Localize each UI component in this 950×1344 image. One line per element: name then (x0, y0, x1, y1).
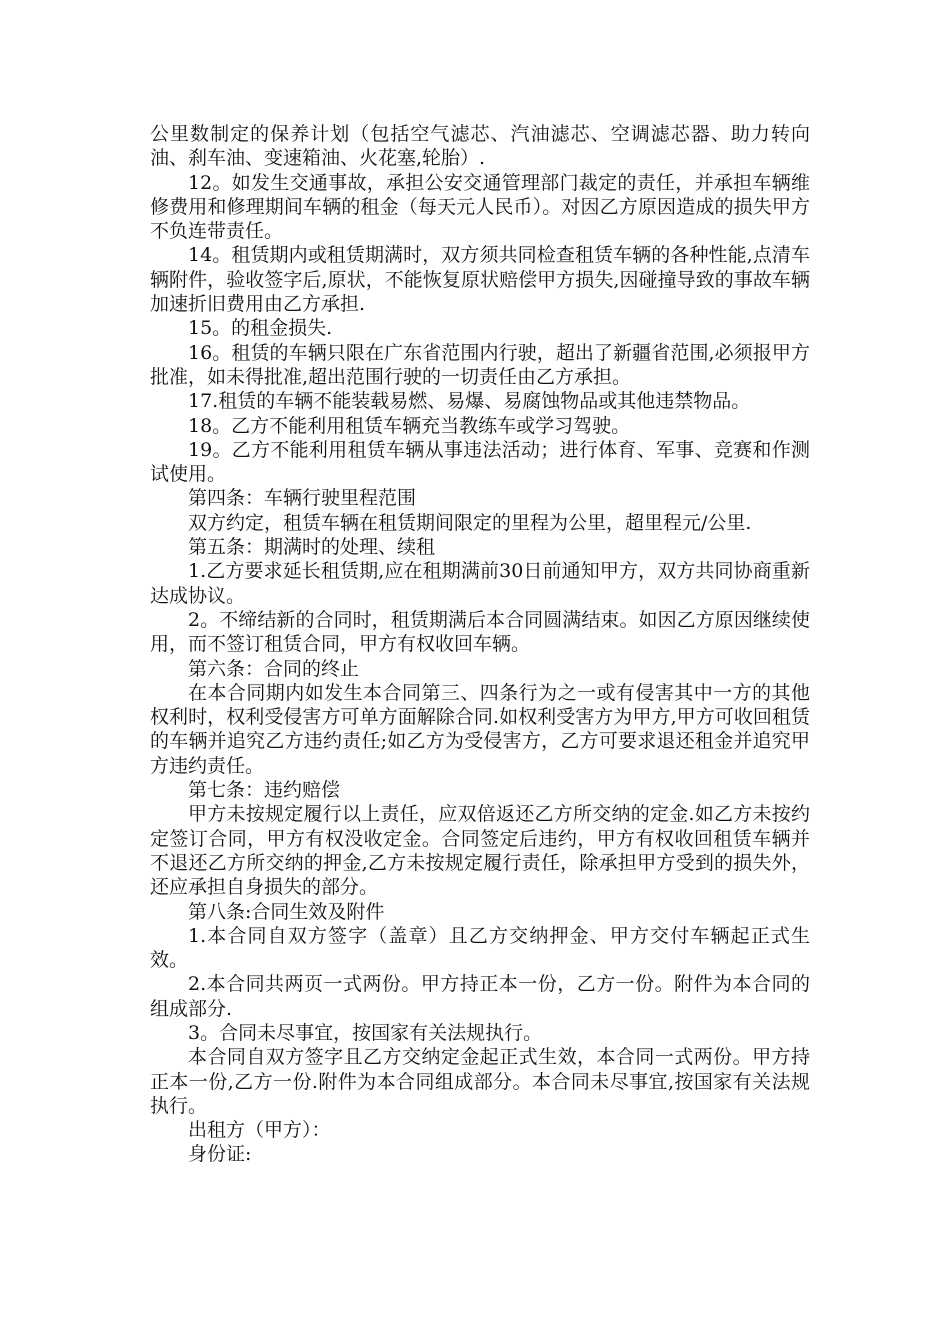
paragraph-clause-15: 15。的租金损失. (188, 317, 333, 340)
paragraph-maintenance-plan: 公里数制定的保养计划（包括空气滤芯、汽油滤芯、空调滤芯器、助力转向油、刹车油、变速箱油、火花塞,轮胎）. (150, 123, 810, 170)
paragraph-clause-14: 14。租赁期内或租赁期满时，双方须共同检查租赁车辆的各种性能,点清车辆附件，验收签字后,原状，不能恢复原状赔偿甲方损失,因碰撞导致的事故车辆加速折旧费用由乙方承担. (150, 244, 810, 316)
paragraph-clause-19: 19。乙方不能利用租赁车辆从事违法活动；进行体育、军事、竞赛和作测试使用。 (150, 438, 810, 486)
paragraph-article-5-item-2: 2。不缔结新的合同时，租赁期满后本合同圆满结束。如因乙方原因继续使用，而不签订租赁合同，甲方有权收回车辆。 (150, 608, 810, 656)
document-page (150, 122, 810, 1167)
paragraph-clause-16: 16。租赁的车辆只限在广东省范围内行驶，超出了新疆省范围,必须报甲方批准，如未得批准,超出范围行驶的一切责任由乙方承担。 (150, 341, 810, 388)
paragraph-effectiveness: 本合同自双方签字且乙方交纳定金起正式生效，本合同一式两份。甲方持正本一份,乙方一份.附件为本合同组成部分。本合同未尽事宜,按国家有关法规执行。 (150, 1046, 810, 1117)
heading-article-7: 第七条：违约赔偿 (188, 779, 341, 802)
paragraph-article-6-body: 在本合同期内如发生本合同第三、四条行为之一或有侵害其中一方的其他权利时，权利受侵害方可单方面解除合同.如权利受害方为甲方,甲方可收回租赁的车辆并追究乙方违约责任;如乙方为受侵害方，乙方可要求退还租金并追究甲方违约责任。 (150, 681, 810, 777)
paragraph-clause-18: 18。乙方不能利用租赁车辆充当教练车或学习驾驶。 (188, 414, 631, 437)
id-card-label: 身份证: (188, 1143, 252, 1166)
paragraph-article-8-item-2: 2.本合同共两页一式两份。甲方持正本一份，乙方一份。附件为本合同的组成部分. (150, 973, 810, 1020)
heading-article-8: 第八条:合同生效及附件 (188, 900, 385, 923)
lessor-label: 出租方（甲方）： (188, 1119, 331, 1142)
heading-article-6: 第六条：合同的终止 (188, 657, 360, 680)
paragraph-clause-12: 12。如发生交通事故，承担公安交通管理部门裁定的责任，并承担车辆维修费用和修理期间车辆的租金（每天元人民币）。对因乙方原因造成的损失甲方不负连带责任。 (150, 171, 810, 243)
heading-article-4: 第四条：车辆行驶里程范围 (188, 487, 417, 510)
paragraph-article-8-item-3: 3。合同未尽事宜，按国家有关法规执行。 (188, 1021, 543, 1044)
paragraph-article-8-item-1: 1.本合同自双方签字（盖章）且乙方交纳押金、甲方交付车辆起正式生效。 (150, 924, 810, 972)
paragraph-clause-17: 17.租赁的车辆不能装载易燃、易爆、易腐蚀物品或其他违禁物品。 (188, 390, 751, 413)
paragraph-article-5-item-1: 1.乙方要求延长租赁期,应在租期满前30日前通知甲方，双方共同协商重新达成协议。 (150, 560, 810, 607)
heading-article-5: 第五条：期满时的处理、续租 (188, 536, 436, 559)
paragraph-article-7-body: 甲方未按规定履行以上责任，应双倍返还乙方所交纳的定金.如乙方未按约定签订合同，甲方有权没收定金。合同签定后违约，甲方有权收回租赁车辆并不退还乙方所交纳的押金,乙方未按规定履行责任，除承担甲方受到的损失外，还应承担自身损失的部分。 (150, 803, 810, 899)
paragraph-article-4-body: 双方约定，租赁车辆在租赁期间限定的里程为公里，超里程元/公里. (188, 511, 752, 534)
